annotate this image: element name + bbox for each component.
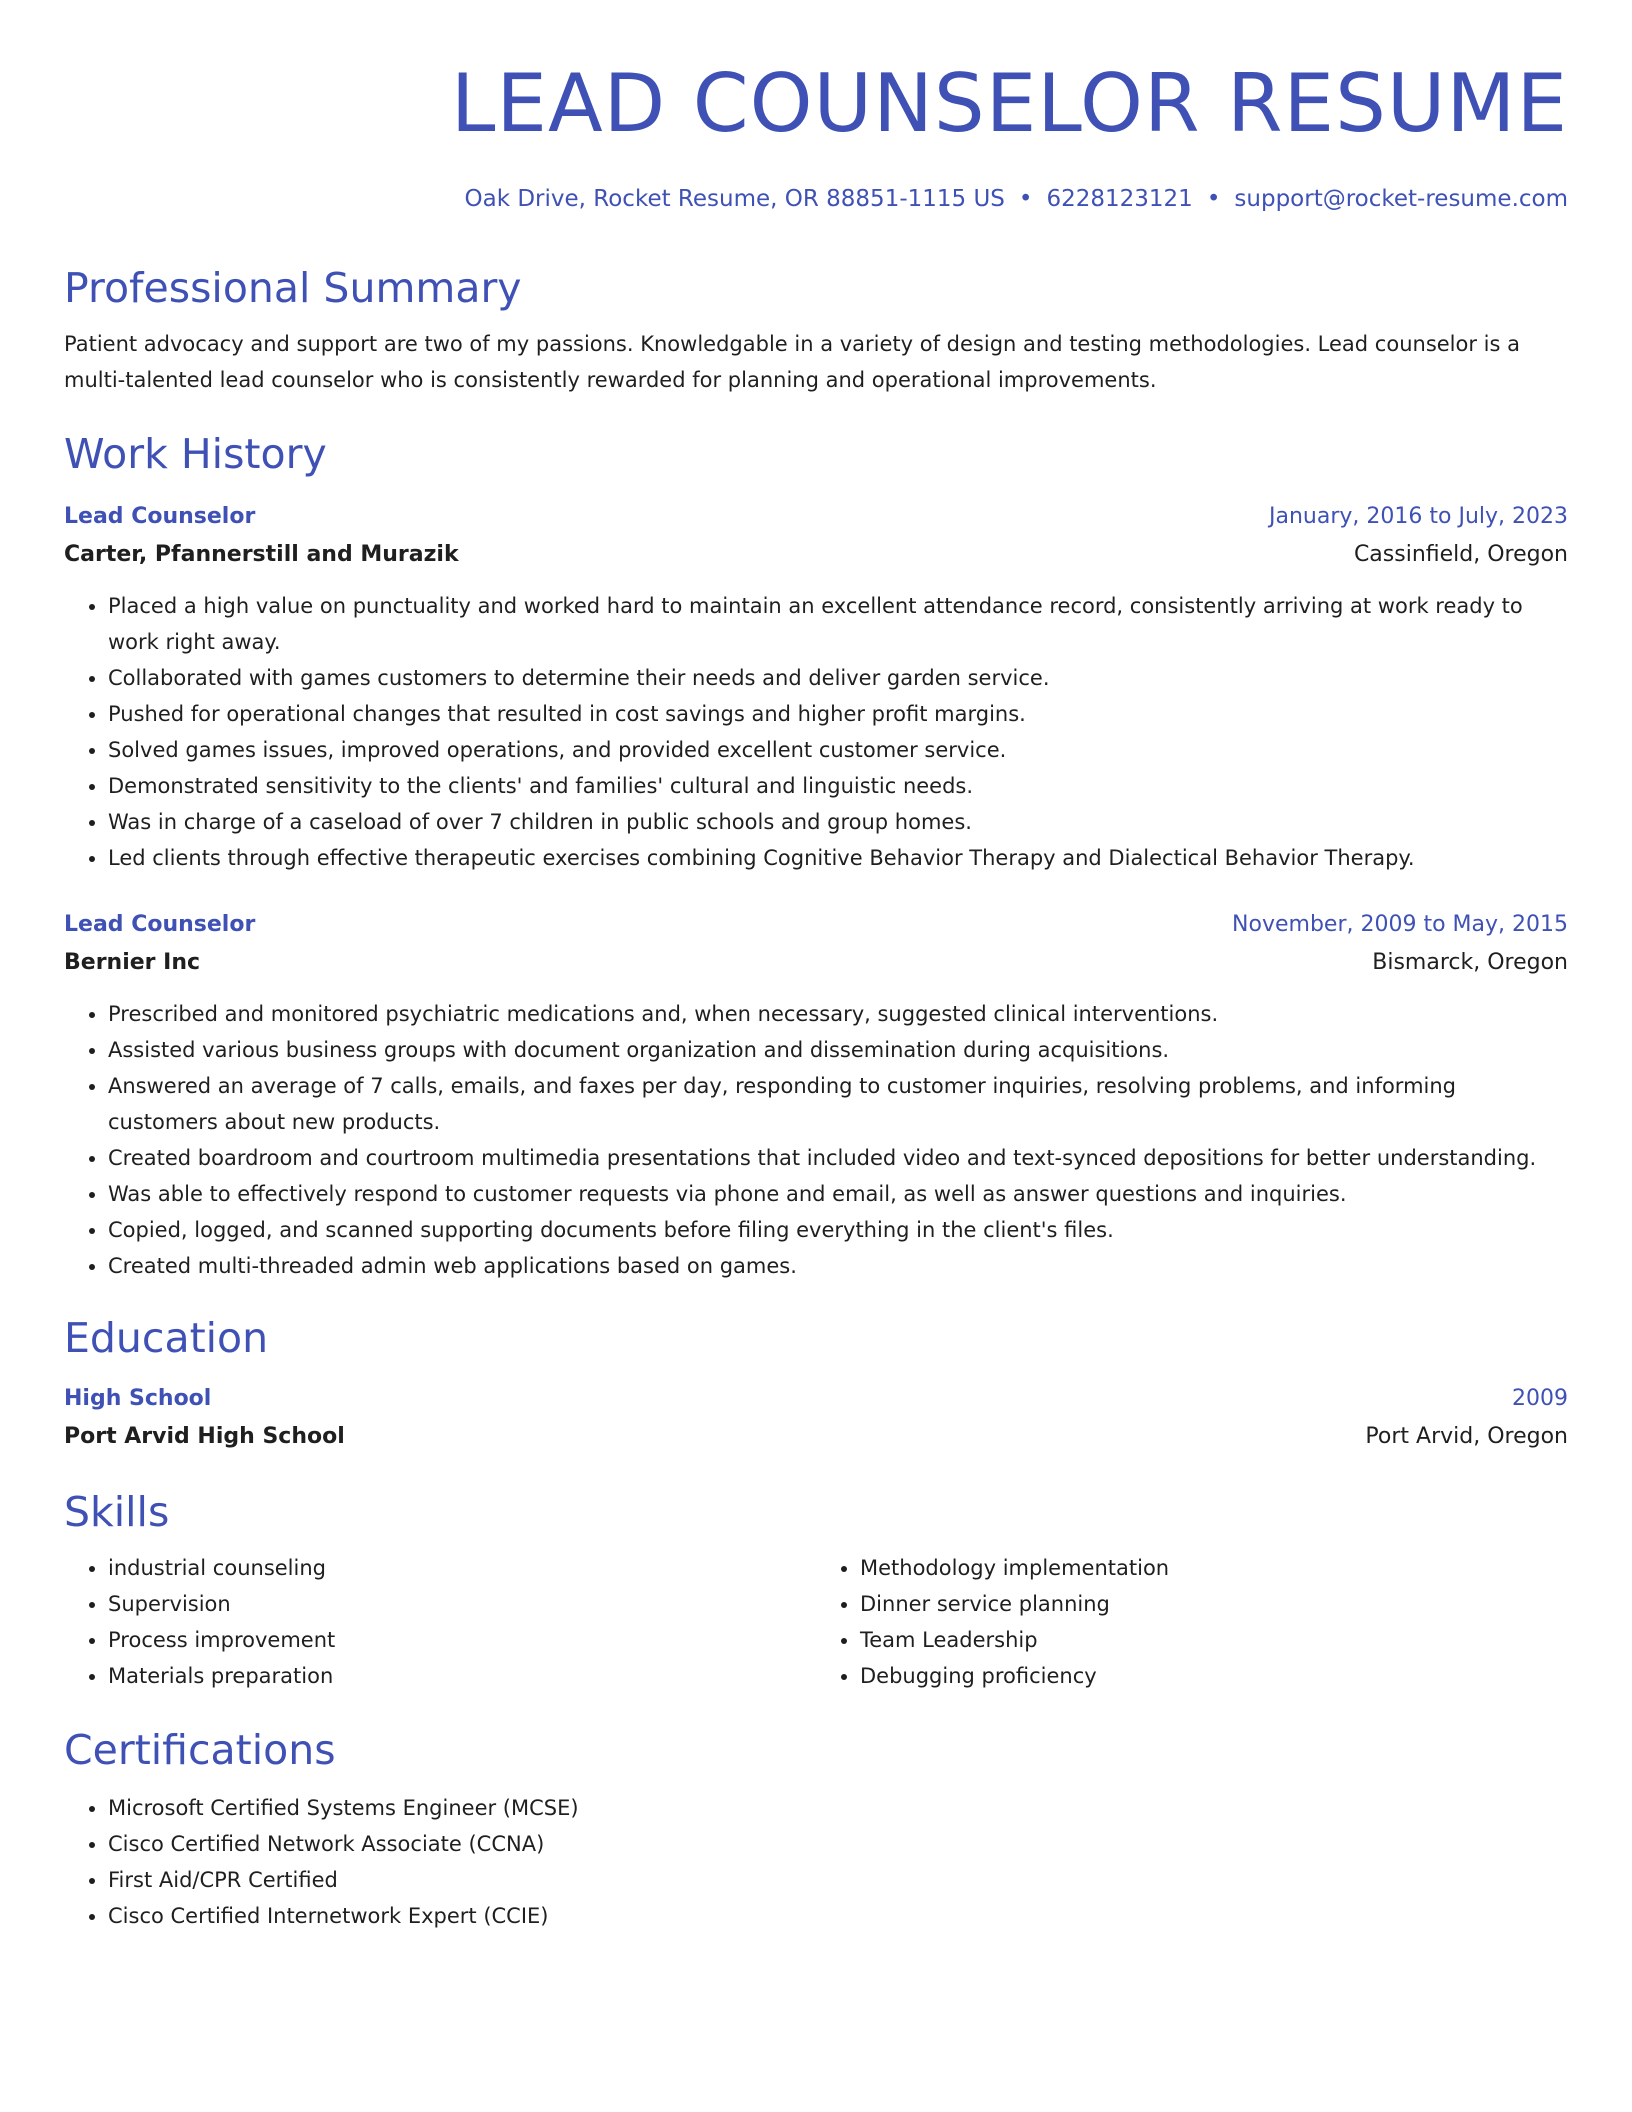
education-location: Port Arvid, Oregon [1365,1424,1568,1449]
skill-item: • Supervision [108,1586,816,1622]
job-location: Cassinfield, Oregon [1353,542,1568,567]
job-bullet: • Was in charge of a caseload of over 7 children in public schools and group homes. [108,804,1568,840]
education-school-row [64,1418,1568,1456]
job-entry [64,906,1568,1284]
job-bullet: • Copied, logged, and scanned supporting documents before filing everything in the client's files. [108,1212,1568,1248]
education-header-row [64,1380,1568,1418]
certification-item: • First Aid/CPR Certified [108,1862,1568,1898]
education-degree: High School [64,1386,212,1411]
contact-separator: • [1018,186,1033,212]
skill-item: • Team Leadership [860,1622,1568,1658]
job-bullet: • Collaborated with games customers to determine their needs and deliver garden service. [108,660,1568,696]
job-location: Bismarck, Oregon [1372,950,1568,975]
skill-item: • Dinner service planning [860,1586,1568,1622]
skill-item: • Methodology implementation [860,1550,1568,1586]
certifications-section [64,1724,1568,1934]
job-bullet-list [64,996,1568,1284]
education-entry [64,1380,1568,1456]
job-dates: November, 2009 to May, 2015 [1232,912,1568,937]
contact-separator: • [1206,186,1221,212]
certification-item: • Microsoft Certified Systems Engineer (MCSE) [108,1790,1568,1826]
job-bullet: • Solved games issues, improved operations, and provided excellent customer service. [108,732,1568,768]
skill-item: • Process improvement [108,1622,816,1658]
job-dates: January, 2016 to July, 2023 [1269,504,1568,529]
section-heading: Education [64,1314,269,1362]
skills-list-left [64,1550,816,1694]
education-school: Port Arvid High School [64,1424,345,1449]
certification-item: • Cisco Certified Network Associate (CCNA) [108,1826,1568,1862]
skill-item: • Materials preparation [108,1658,816,1694]
job-bullet: • Assisted various business groups with document organization and dissemination during acquisitions. [108,1032,1568,1068]
job-role: Lead Counselor [64,504,256,529]
skills-grid [64,1550,1568,1694]
job-bullet: • Pushed for operational changes that resulted in cost savings and higher profit margins. [108,696,1568,732]
section-heading: Work History [64,430,327,478]
section-heading: Certifications [64,1726,336,1774]
certifications-list [64,1790,1568,1934]
job-bullet: • Placed a high value on punctuality and worked hard to maintain an excellent attendance record, consistently arriving at work ready to work right away. [108,588,1568,660]
summary-section [64,262,1568,398]
certification-item: • Cisco Certified Internetwork Expert (CCIE) [108,1898,1568,1934]
job-bullet: • Answered an average of 7 calls, emails, and faxes per day, responding to customer inquiries, resolving problems, and informing customers about new products. [108,1068,1568,1140]
job-role: Lead Counselor [64,912,256,937]
contact-address: Oak Drive, Rocket Resume, OR 88851-1115 US [464,186,1005,212]
skill-item: • Debugging proficiency [860,1658,1568,1694]
job-header-row [64,498,1568,536]
job-bullet: • Led clients through effective therapeutic exercises combining Cognitive Behavior Therapy and Dialectical Behavior Therapy. [108,840,1568,876]
job-bullet-list [64,588,1568,876]
skill-item: • industrial counseling [108,1550,816,1586]
work-history-section [64,428,1568,1284]
contact-email[interactable]: support@rocket-resume.com [1234,186,1568,212]
summary-text: Patient advocacy and support are two of my passions. Knowledgable in a variety of design and testing methodologies. Lead counselor is a multi-talented lead counselor who is consistently rewarded for planning and operational improvements. [64,332,1520,392]
skills-list-right [816,1550,1568,1694]
job-bullet: • Created boardroom and courtroom multimedia presentations that included video and text-synced depositions for better understanding. [108,1140,1568,1176]
job-entry [64,498,1568,876]
job-company-row [64,536,1568,574]
job-bullet: • Was able to effectively respond to customer requests via phone and email, as well as answer questions and inquiries. [108,1176,1568,1212]
contact-line [64,184,1568,214]
job-company-row [64,944,1568,982]
resume-title: LEAD COUNSELOR RESUME [450,57,1568,150]
contact-phone: 6228123121 [1046,186,1193,212]
job-header-row [64,906,1568,944]
job-company: Carter, Pfannerstill and Murazik [64,542,459,567]
education-section [64,1312,1568,1456]
job-bullet: • Prescribed and monitored psychiatric medications and, when necessary, suggested clinical interventions. [108,996,1568,1032]
section-heading: Skills [64,1488,170,1536]
job-bullet: • Demonstrated sensitivity to the clients' and families' cultural and linguistic needs. [108,768,1568,804]
skills-section [64,1486,1568,1694]
education-year: 2009 [1512,1386,1568,1411]
job-bullet: • Created multi-threaded admin web applications based on games. [108,1248,1568,1284]
section-heading: Professional Summary [64,264,522,312]
job-company: Bernier Inc [64,950,201,975]
